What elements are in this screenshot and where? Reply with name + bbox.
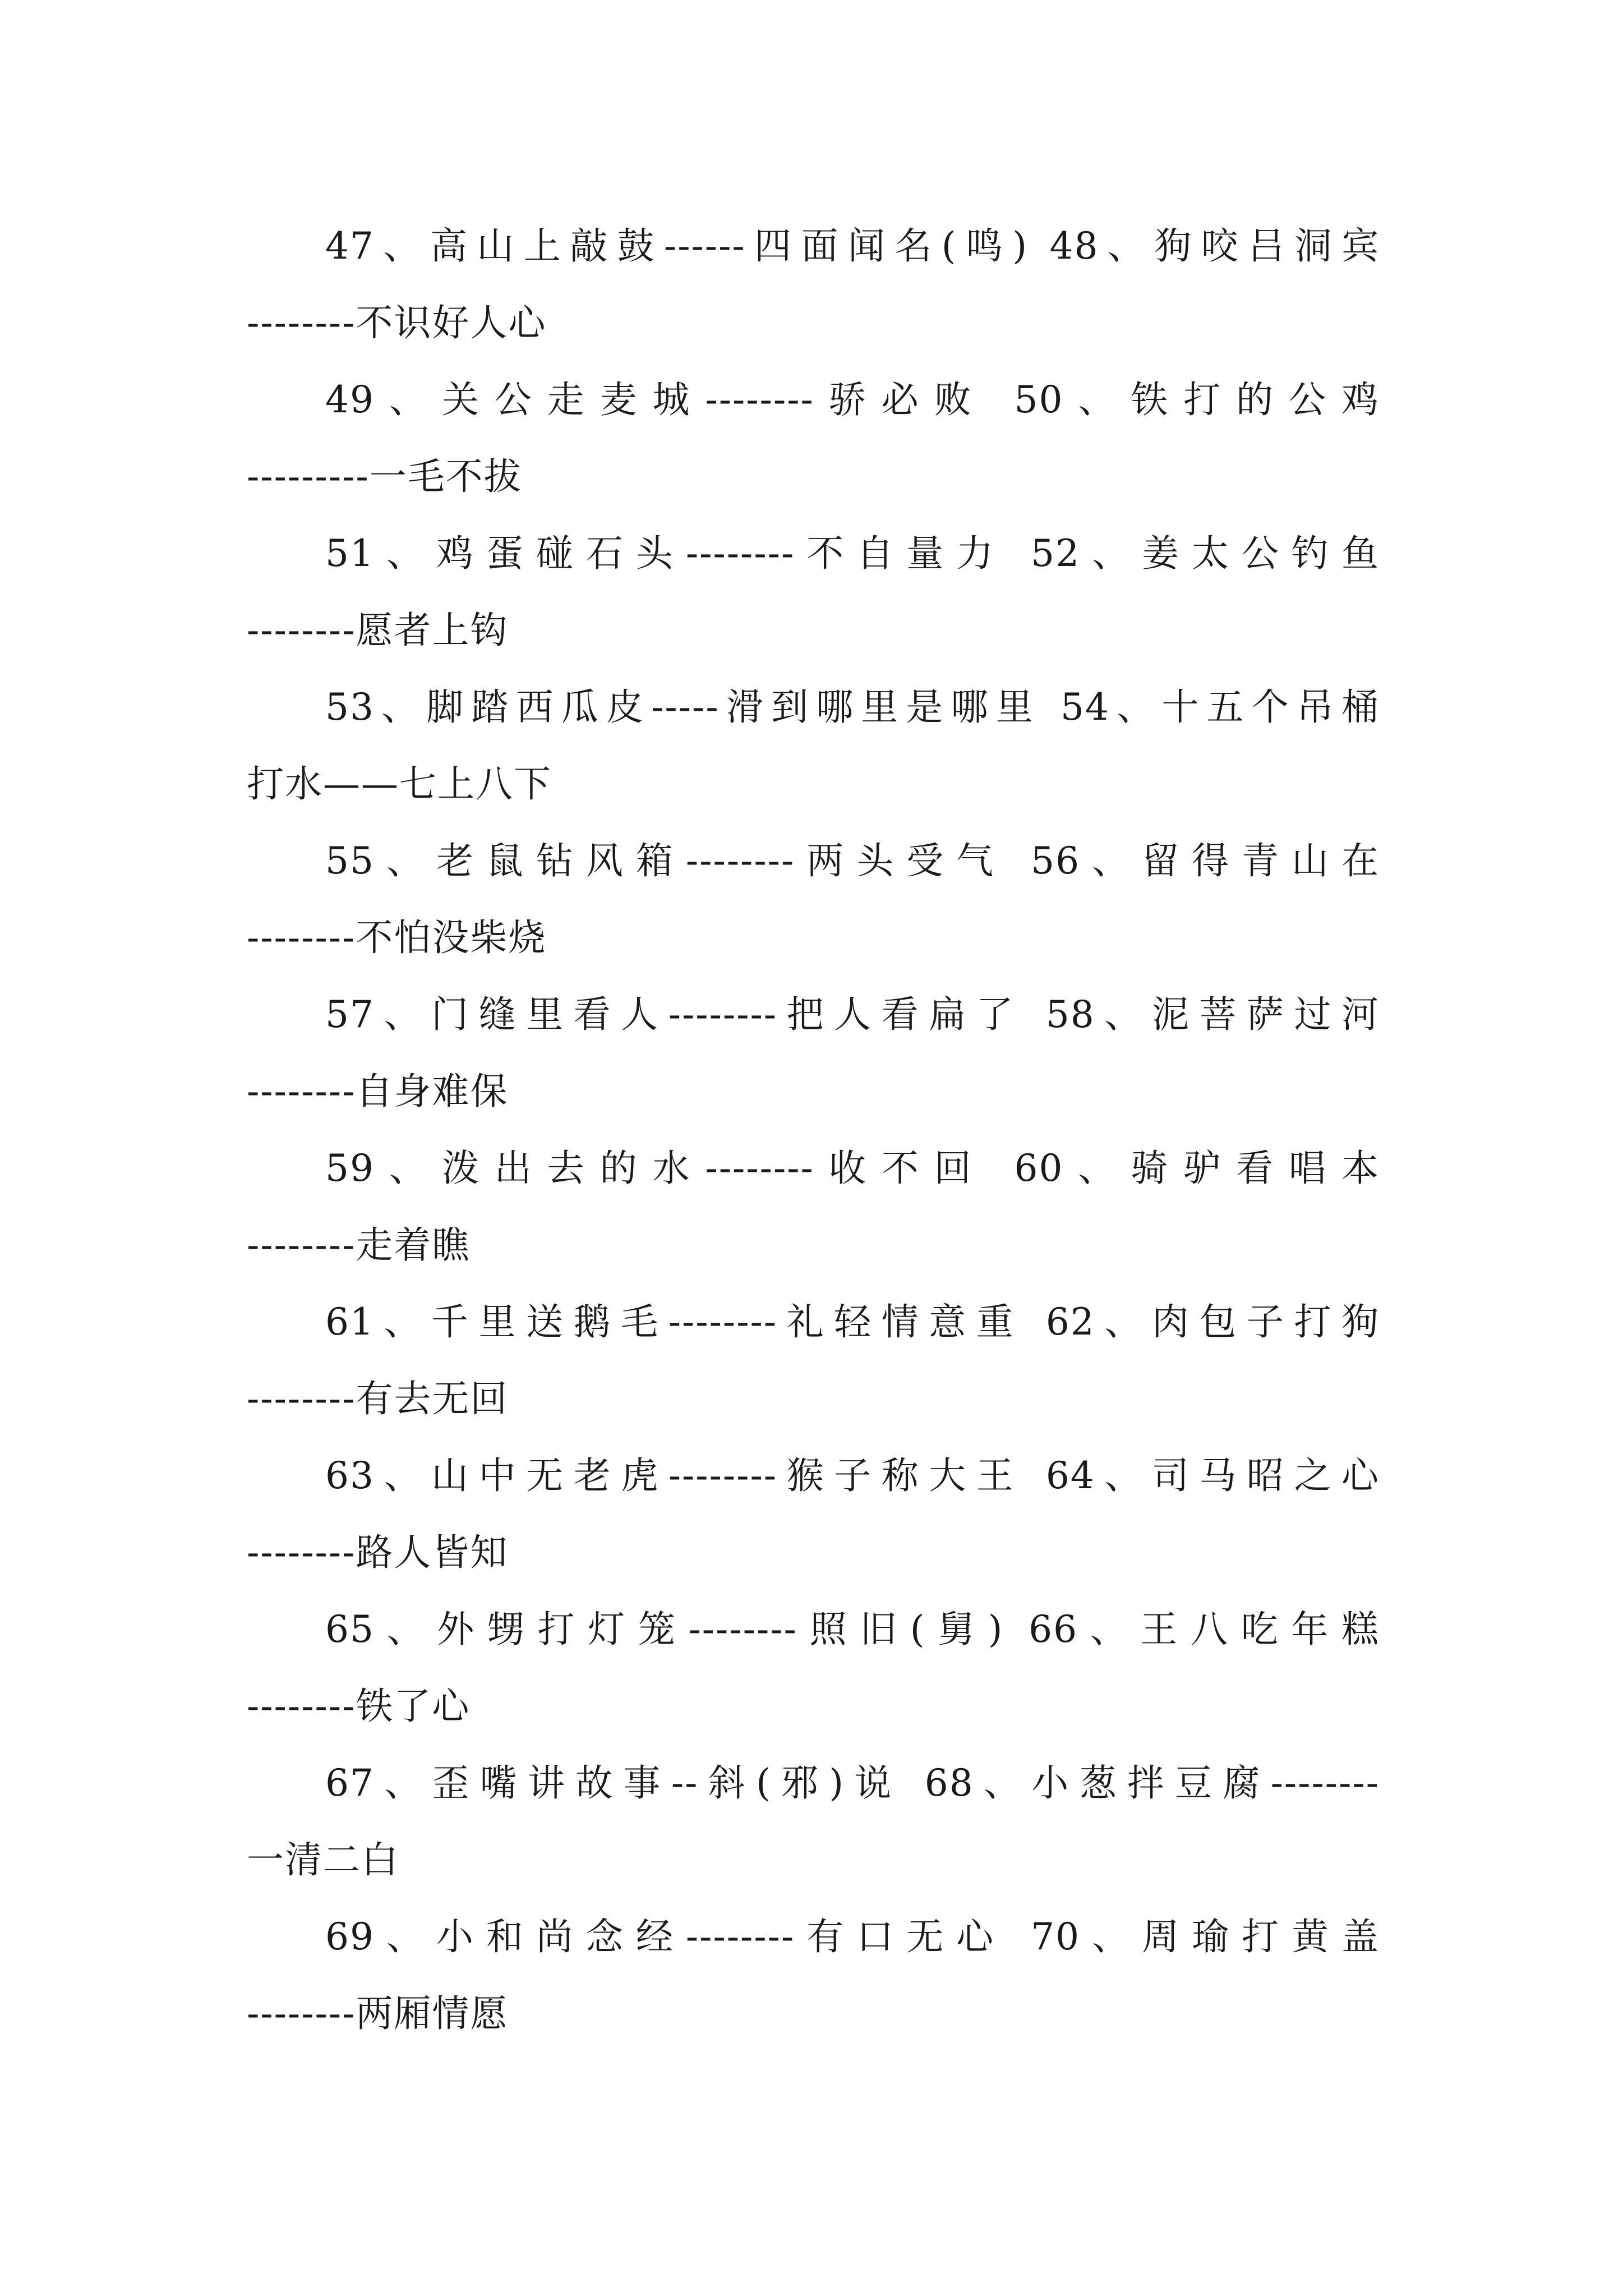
paragraph-51-52 — [247, 515, 1380, 669]
paragraph-line-2: --------走着瞧 — [247, 1223, 471, 1267]
paragraph-line-2: 一清二白 — [247, 1838, 399, 1881]
paragraph-line-2: --------铁了心 — [247, 1685, 471, 1728]
paragraph-line-1: 63、山中无老虎--------猴子称大王 64、司马昭之心 — [325, 1454, 1380, 1497]
paragraph-line-1: 53、脚踏西瓜皮-----滑到哪里是哪里 54、十五个吊桶 — [325, 685, 1380, 729]
paragraph-47-48 — [247, 208, 1380, 361]
paragraph-line-1: 59、泼出去的水--------收不回 60、骑驴看唱本 — [325, 1147, 1380, 1190]
paragraph-line-1: 67、歪嘴讲故事--斜(邪)说 68、小葱拌豆腐-------- — [325, 1761, 1380, 1805]
paragraph-line-2: --------路人皆知 — [247, 1531, 509, 1574]
paragraph-63-64 — [247, 1437, 1380, 1591]
paragraph-line-1: 65、外甥打灯笼--------照旧(舅) 66、王八吃年糕 — [325, 1608, 1380, 1651]
paragraph-line-2: --------自身难保 — [247, 1070, 509, 1113]
paragraph-line-2: --------有去无回 — [247, 1377, 509, 1420]
paragraph-61-62 — [247, 1283, 1380, 1437]
paragraph-line-2: --------不识好人心 — [247, 301, 547, 344]
paragraph-65-66 — [247, 1591, 1380, 1745]
paragraph-line-2: --------愿者上钩 — [247, 609, 509, 652]
paragraph-line-1: 47、高山上敲鼓------四面闻名(鸣) 48、狗咬吕洞宾 — [325, 224, 1380, 268]
paragraph-line-1: 51、鸡蛋碰石头--------不自量力 52、姜太公钓鱼 — [325, 532, 1380, 575]
paragraph-line-1: 69、小和尚念经--------有口无心 70、周瑜打黄盖 — [325, 1915, 1380, 1958]
paragraph-line-1: 57、门缝里看人--------把人看扁了 58、泥菩萨过河 — [325, 993, 1380, 1036]
paragraph-49-50 — [247, 361, 1380, 515]
paragraph-55-56 — [247, 822, 1380, 976]
paragraph-line-2: --------不怕没柴烧 — [247, 916, 547, 959]
paragraph-line-1: 49、关公走麦城--------骄必败 50、铁打的公鸡 — [325, 378, 1380, 421]
paragraph-line-2: --------两厢情愿 — [247, 1992, 509, 2035]
paragraph-69-70 — [247, 1898, 1380, 2052]
paragraph-67-68 — [247, 1745, 1380, 1898]
paragraph-59-60 — [247, 1130, 1380, 1283]
document-body — [247, 208, 1380, 2052]
paragraph-line-2: ---------一毛不拔 — [247, 455, 522, 498]
paragraph-line-2: 打水——七上八下 — [247, 762, 552, 806]
paragraph-53-54 — [247, 669, 1380, 822]
paragraph-line-1: 61、千里送鹅毛--------礼轻情意重 62、肉包子打狗 — [325, 1300, 1380, 1343]
paragraph-57-58 — [247, 976, 1380, 1130]
paragraph-line-1: 55、老鼠钻风箱--------两头受气 56、留得青山在 — [325, 839, 1380, 882]
